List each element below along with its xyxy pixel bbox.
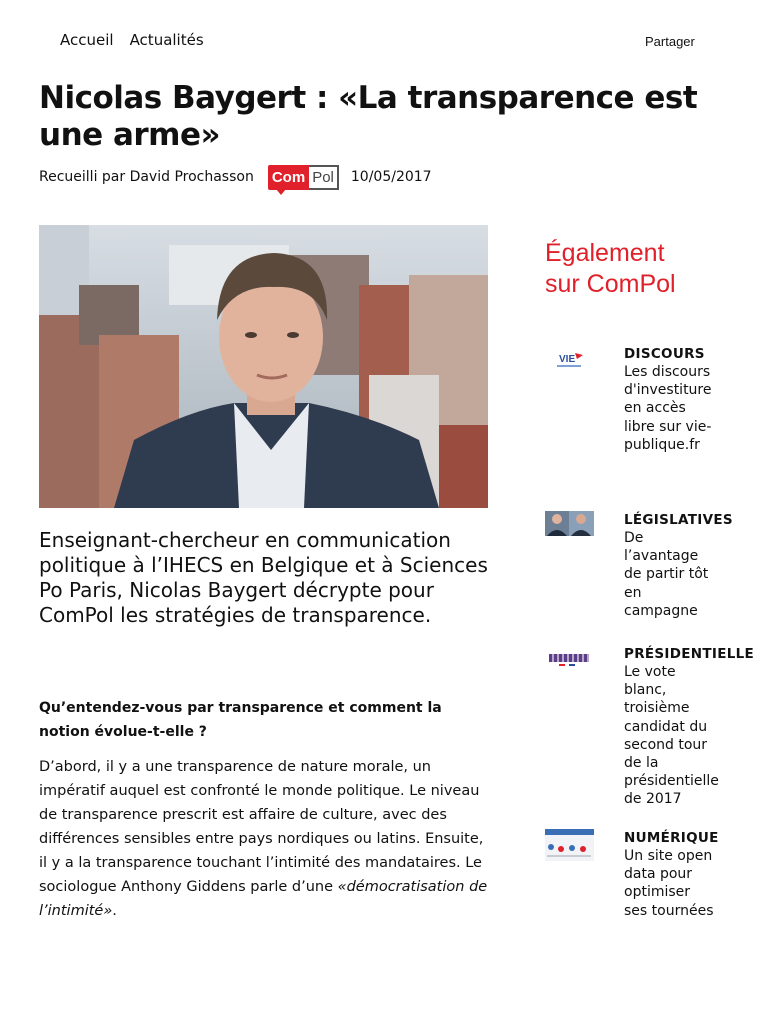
sidebar-item-category: LÉGISLATIVES <box>624 512 733 528</box>
candidates-photo-icon <box>545 511 594 539</box>
answer-text: D’abord, il y a une transparence de nature morale, un impératif auquel est confronté le monde politique. Le niveau de transparence prescrit est affaire de culture, avec des différences sensibles entre pays nordiques ou latins. Ensuite, il y a la transparence touchant l’intimité des mandataires. Le sociologue Anthony Giddens parle d’une <box>39 759 484 895</box>
logo-tail-icon <box>276 189 286 195</box>
article-photo <box>39 225 488 508</box>
vote-chart-icon <box>545 648 594 676</box>
answer-quote: «démocratisation de l’intimité» <box>39 879 488 919</box>
author: Recueilli par David Prochasson <box>39 169 254 185</box>
sidebar-title-line1: Également <box>545 239 665 267</box>
open-data-screenshot-icon <box>545 829 594 861</box>
sidebar-item-text <box>624 645 755 809</box>
article-date: 10/05/2017 <box>350 169 432 185</box>
article-lead: Enseignant-chercheur en communication politique à l’IHECS en Belgique et à Sciences Po Paris, Nicolas Baygert décrypte pour ComPol les stratégies de transparence. <box>39 528 488 627</box>
answer-end: . <box>112 903 117 919</box>
sidebar-item-legislatives[interactable] <box>545 511 733 626</box>
sidebar-item-text <box>624 345 714 454</box>
article-title: Nicolas Baygert : «La transparence est une arme» <box>39 80 698 153</box>
sidebar-item-category: DISCOURS <box>624 346 705 362</box>
portrait-photo <box>39 225 488 508</box>
logo-com: Com <box>268 165 309 190</box>
sidebar-item-text <box>624 511 733 620</box>
nav-news-link[interactable]: Actualités <box>129 31 204 49</box>
sidebar-item-desc: Le vote blanc, troisième candidat du second tour de la présidentielle de 2017 <box>624 664 719 808</box>
sidebar-item-presidentielle[interactable] <box>545 645 755 810</box>
share-button[interactable]: Partager <box>645 34 695 49</box>
sidebar-title-line2: sur ComPol <box>545 270 676 298</box>
byline <box>39 162 432 192</box>
vie-publique-logo-icon <box>545 345 594 373</box>
top-nav <box>60 31 204 49</box>
sidebar-item-desc: Les discours d'investiture en accès libre sur vie-publique.fr <box>624 364 712 453</box>
sidebar-item-text <box>624 829 719 920</box>
compol-logo[interactable] <box>268 165 339 190</box>
sidebar-item-desc: De l’avantage de partir tôt en campagne <box>624 530 709 619</box>
logo-pol: Pol <box>309 165 339 190</box>
sidebar-item-discours[interactable] <box>545 345 712 495</box>
svg-text:VIE: VIE <box>559 354 576 365</box>
nav-home-link[interactable]: Accueil <box>60 31 114 49</box>
interview-answer <box>39 755 494 923</box>
sidebar-title <box>545 238 676 300</box>
sidebar-item-desc: Un site open data pour optimiser ses tournées <box>624 848 714 919</box>
sidebar-item-category: PRÉSIDENTIELLE <box>624 646 755 662</box>
sidebar-item-numerique[interactable] <box>545 829 719 964</box>
interview-question: Qu’entendez-vous par transparence et comment la notion évolue-t-elle ? <box>39 700 442 740</box>
sidebar-item-category: NUMÉRIQUE <box>624 830 719 846</box>
